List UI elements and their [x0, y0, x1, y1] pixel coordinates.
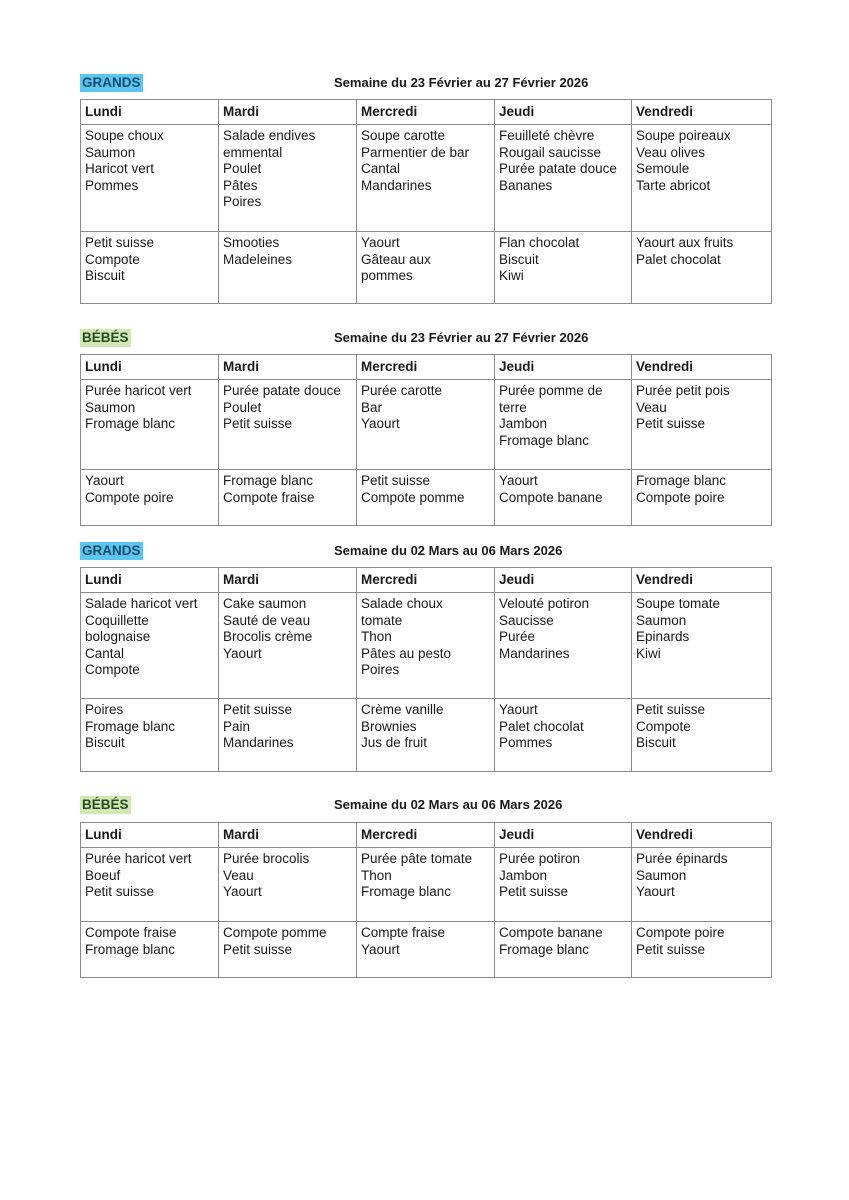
menu-item: Palet chocolat: [636, 251, 721, 267]
menu-item: Compote: [85, 251, 140, 267]
day-header-lundi: Lundi: [81, 100, 219, 125]
menu-item: Soupe choux: [85, 128, 164, 143]
menu-item: Saumon: [636, 867, 687, 883]
menu-item: pommes: [361, 268, 413, 283]
menu-item: Jus de fruit: [361, 735, 428, 750]
menu-item: Pâtes au pesto: [361, 645, 452, 661]
menu-item: Flan chocolat: [499, 235, 580, 250]
menu-item: Yaourt: [85, 473, 124, 488]
lunch-cell-mardi: [219, 380, 357, 470]
menu-item: Bananes: [499, 177, 553, 193]
group-tag: GRANDS: [82, 75, 141, 90]
menu-item: Biscuit: [85, 735, 125, 750]
menu-item: Compote fraise: [85, 925, 177, 940]
menu-item: Veau: [223, 867, 254, 883]
menu-table: [80, 567, 772, 772]
menu-item: Petit suisse: [636, 702, 706, 717]
day-header-mercredi: Mercredi: [357, 100, 495, 125]
menu-item: Purée carotte: [361, 383, 443, 398]
menu-item: Fromage blanc: [85, 941, 176, 957]
snack-row: [81, 232, 772, 304]
menu-item: Cake saumon: [223, 596, 307, 611]
menu-item: Pommes: [85, 177, 139, 193]
menu-item: Salade choux: [361, 596, 443, 611]
snack-cell-jeudi: [495, 470, 632, 526]
day-header-vendredi: Vendredi: [632, 568, 772, 593]
menu-item: Yaourt: [361, 235, 400, 250]
menu-item: Compote pomme: [361, 489, 465, 505]
menu-table: [80, 822, 772, 978]
menu-item: Yaourt: [223, 884, 262, 899]
menu-item: Kiwi: [499, 268, 524, 283]
lunch-row: [81, 848, 772, 922]
menu-item: Compote poire: [85, 489, 174, 505]
menu-item: Haricot vert: [85, 161, 155, 176]
lunch-cell-vendredi: [632, 380, 772, 470]
menu-table: [80, 99, 772, 304]
menu-item: Petit suisse: [223, 416, 293, 431]
group-tag: GRANDS: [82, 543, 141, 558]
snack-cell-vendredi: [632, 232, 772, 304]
menu-item: Jambon: [499, 867, 548, 883]
block-header: [80, 74, 771, 94]
menu-item: bolognaise: [85, 629, 151, 644]
day-header-mardi: Mardi: [219, 100, 357, 125]
snack-cell-mercredi: [357, 470, 495, 526]
group-tag: BÉBÉS: [82, 797, 129, 812]
lunch-row: [81, 593, 772, 699]
day-header-row: [81, 100, 772, 125]
menu-item: Fromage blanc: [499, 432, 590, 448]
day-header-mercredi: Mercredi: [357, 355, 495, 380]
menu-item: Boeuf: [85, 867, 121, 883]
menu-item: Petit suisse: [85, 884, 155, 899]
menu-item: Cantal: [361, 161, 401, 176]
menu-item: Fromage blanc: [85, 718, 176, 734]
lunch-cell-lundi: [81, 848, 219, 922]
menu-item: Yaourt: [361, 416, 400, 431]
menu-item: Cantal: [85, 645, 125, 661]
menu-item: Epinards: [636, 629, 690, 644]
menu-item: Fromage blanc: [85, 416, 176, 431]
menu-item: Poulet: [223, 161, 262, 176]
snack-cell-mardi: [219, 699, 357, 772]
lunch-cell-mercredi: [357, 380, 495, 470]
menu-item: Biscuit: [636, 735, 676, 750]
lunch-cell-vendredi: [632, 593, 772, 699]
menu-item: Petit suisse: [223, 702, 293, 717]
menu-item: Yaourt: [223, 645, 262, 661]
day-header-row: [81, 568, 772, 593]
day-header-jeudi: Jeudi: [495, 355, 632, 380]
menu-item: Jambon: [499, 416, 548, 431]
block-header: [80, 796, 771, 816]
menu-item: Compote: [636, 718, 691, 734]
menu-item: Yaourt: [636, 884, 675, 899]
menu-item: Thon: [361, 629, 392, 644]
menu-item: Compote pomme: [223, 925, 327, 940]
menu-item: Crème vanille: [361, 702, 444, 717]
menu-item: Velouté potiron: [499, 596, 590, 611]
lunch-cell-lundi: [81, 380, 219, 470]
menu-item: Coquillette: [85, 612, 149, 628]
menu-item: Fromage blanc: [636, 473, 727, 488]
day-header-lundi: Lundi: [81, 823, 219, 848]
menu-item: Salade endives: [223, 128, 316, 143]
menu-item: Thon: [361, 867, 392, 883]
menu-item: Petit suisse: [223, 941, 293, 957]
menu-item: Brocolis crème: [223, 629, 313, 644]
week-title: Semaine du 23 Février au 27 Février 2026: [334, 330, 589, 345]
lunch-cell-jeudi: [495, 125, 632, 232]
day-header-mercredi: Mercredi: [357, 823, 495, 848]
menu-item: Biscuit: [499, 251, 539, 267]
lunch-cell-mardi: [219, 593, 357, 699]
snack-cell-vendredi: [632, 699, 772, 772]
day-header-row: [81, 355, 772, 380]
menu-item: Purée patate douce: [499, 161, 617, 176]
menu-item: Mandarines: [499, 645, 570, 661]
lunch-cell-mercredi: [357, 593, 495, 699]
menu-item: Veau: [636, 399, 667, 415]
menu-item: tomate: [361, 612, 403, 628]
menu-item: Yaourt: [499, 473, 538, 488]
snack-cell-vendredi: [632, 922, 772, 978]
menu-item: Mandarines: [223, 735, 294, 750]
menu-item: Compote banane: [499, 489, 603, 505]
menu-item: Poires: [85, 702, 124, 717]
menu-item: Soupe poireaux: [636, 128, 731, 143]
menu-block-grands-feb: [80, 74, 771, 304]
menu-item: Tarte abricot: [636, 177, 711, 193]
menu-item: Sauté de veau: [223, 612, 311, 628]
menu-item: Poires: [361, 662, 400, 677]
lunch-cell-lundi: [81, 593, 219, 699]
snack-cell-jeudi: [495, 699, 632, 772]
menu-item: Compote poire: [636, 489, 725, 505]
menu-item: Semoule: [636, 161, 690, 176]
snack-cell-lundi: [81, 699, 219, 772]
menu-item: Compte fraise: [361, 925, 446, 940]
day-header-row: [81, 823, 772, 848]
menu-block-bebes-mar: [80, 796, 771, 978]
snack-cell-mardi: [219, 922, 357, 978]
menu-item: Brownies: [361, 718, 417, 734]
snack-cell-vendredi: [632, 470, 772, 526]
menu-item: Purée petit pois: [636, 383, 730, 398]
day-header-vendredi: Vendredi: [632, 355, 772, 380]
menu-item: Soupe tomate: [636, 596, 721, 611]
menu-item: Compote poire: [636, 925, 725, 940]
day-header-lundi: Lundi: [81, 355, 219, 380]
day-header-vendredi: Vendredi: [632, 823, 772, 848]
menu-item: Pain: [223, 718, 251, 734]
menu-item: Yaourt aux fruits: [636, 235, 734, 250]
menu-item: Poires: [223, 194, 262, 209]
menu-item: Compote banane: [499, 925, 603, 940]
snack-cell-mercredi: [357, 922, 495, 978]
lunch-row: [81, 380, 772, 470]
lunch-cell-mardi: [219, 848, 357, 922]
menu-item: Saumon: [85, 144, 136, 160]
menu-block-bebes-feb: [80, 329, 771, 526]
menu-item: Madeleines: [223, 251, 293, 267]
menu-item: Palet chocolat: [499, 718, 584, 734]
lunch-cell-mercredi: [357, 848, 495, 922]
menu-item: Fromage blanc: [223, 473, 314, 488]
menu-item: Purée: [499, 629, 536, 644]
lunch-row: [81, 125, 772, 232]
snack-cell-lundi: [81, 470, 219, 526]
menu-item: Poulet: [223, 399, 262, 415]
menu-item: Bar: [361, 399, 383, 415]
menu-item: Veau olives: [636, 144, 706, 160]
block-header: [80, 329, 771, 349]
week-title: Semaine du 23 Février au 27 Février 2026: [334, 75, 589, 90]
menu-block-grands-mar: [80, 542, 771, 772]
day-header-mardi: Mardi: [219, 568, 357, 593]
day-header-jeudi: Jeudi: [495, 100, 632, 125]
week-title: Semaine du 02 Mars au 06 Mars 2026: [334, 543, 563, 558]
snack-cell-lundi: [81, 232, 219, 304]
week-title: Semaine du 02 Mars au 06 Mars 2026: [334, 797, 563, 812]
lunch-cell-vendredi: [632, 125, 772, 232]
lunch-cell-jeudi: [495, 848, 632, 922]
menu-item: Pâtes: [223, 177, 258, 193]
day-header-jeudi: Jeudi: [495, 568, 632, 593]
menu-item: emmental: [223, 144, 283, 160]
menu-item: Purée pâte tomate: [361, 851, 473, 866]
snack-cell-mercredi: [357, 699, 495, 772]
menu-item: Yaourt: [361, 941, 400, 957]
menu-item: Feuilleté chèvre: [499, 128, 595, 143]
snack-row: [81, 922, 772, 978]
menu-item: Purée pomme de: [499, 383, 603, 398]
block-header: [80, 542, 771, 562]
snack-cell-lundi: [81, 922, 219, 978]
menu-item: Purée brocolis: [223, 851, 310, 866]
lunch-cell-mardi: [219, 125, 357, 232]
menu-item: Purée haricot vert: [85, 383, 192, 398]
day-header-lundi: Lundi: [81, 568, 219, 593]
lunch-cell-mercredi: [357, 125, 495, 232]
menu-item: Saumon: [636, 612, 687, 628]
day-header-mardi: Mardi: [219, 823, 357, 848]
menu-table: [80, 354, 772, 526]
menu-item: Purée patate douce: [223, 383, 341, 398]
menu-item: Mandarines: [361, 177, 432, 193]
menu-item: terre: [499, 399, 527, 415]
menu-item: Gâteau aux: [361, 251, 431, 267]
menu-item: Smooties: [223, 235, 280, 250]
menu-item: Purée potiron: [499, 851, 581, 866]
snack-row: [81, 470, 772, 526]
menu-item: Biscuit: [85, 268, 125, 283]
menu-item: Pommes: [499, 735, 553, 750]
snack-cell-mardi: [219, 470, 357, 526]
day-header-mercredi: Mercredi: [357, 568, 495, 593]
group-tag: BÉBÉS: [82, 330, 129, 345]
menu-item: Petit suisse: [361, 473, 431, 488]
lunch-cell-lundi: [81, 125, 219, 232]
menu-item: Petit suisse: [85, 235, 155, 250]
menu-item: Yaourt: [499, 702, 538, 717]
lunch-cell-jeudi: [495, 380, 632, 470]
snack-cell-jeudi: [495, 232, 632, 304]
menu-item: Kiwi: [636, 645, 661, 661]
day-header-vendredi: Vendredi: [632, 100, 772, 125]
menu-item: Soupe carotte: [361, 128, 446, 143]
snack-cell-mercredi: [357, 232, 495, 304]
menu-item: Salade haricot vert: [85, 596, 198, 611]
menu-item: Parmentier de bar: [361, 144, 470, 160]
menu-item: Saumon: [85, 399, 136, 415]
menu-item: Petit suisse: [499, 884, 569, 899]
menu-item: Saucisse: [499, 612, 554, 628]
menu-item: Petit suisse: [636, 941, 706, 957]
snack-row: [81, 699, 772, 772]
day-header-mardi: Mardi: [219, 355, 357, 380]
menu-item: Purée haricot vert: [85, 851, 192, 866]
menu-item: Compote fraise: [223, 489, 315, 505]
menu-item: Fromage blanc: [361, 884, 452, 899]
menu-item: Purée épinards: [636, 851, 728, 866]
menu-item: Rougail saucisse: [499, 144, 602, 160]
snack-cell-mardi: [219, 232, 357, 304]
menu-item: Petit suisse: [636, 416, 706, 431]
lunch-cell-vendredi: [632, 848, 772, 922]
snack-cell-jeudi: [495, 922, 632, 978]
menu-item: Fromage blanc: [499, 941, 590, 957]
day-header-jeudi: Jeudi: [495, 823, 632, 848]
menu-item: Compote: [85, 662, 140, 677]
lunch-cell-jeudi: [495, 593, 632, 699]
